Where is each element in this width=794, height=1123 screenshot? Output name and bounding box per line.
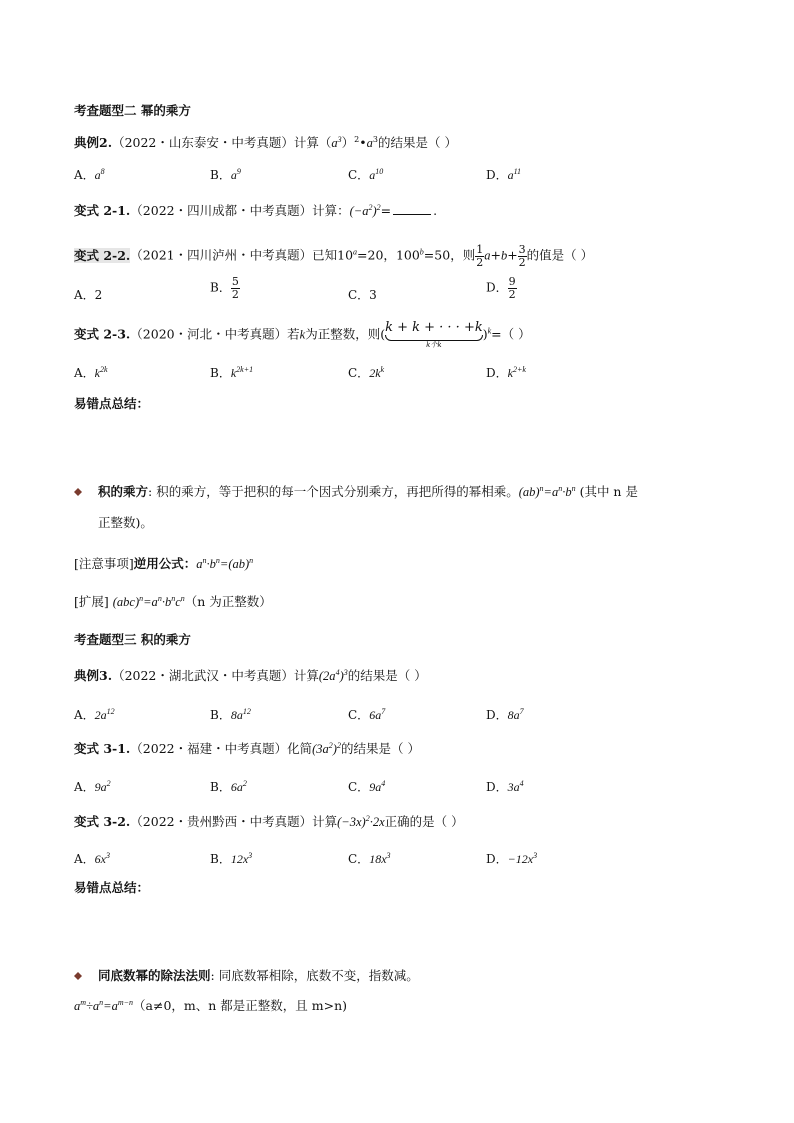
v23-option-c: C．$2k^k$ xyxy=(348,365,385,380)
product-rule-note: [注意事项]逆用公式：$a^n\cdot b^n=(ab)^n$ xyxy=(74,556,254,571)
example3-question: 典例3.（2022・湖北武汉・中考真题）计算$(2a^4)^3$的结果是（ ） xyxy=(74,668,427,683)
variant32-stem-post: 正确的是（ ） xyxy=(384,814,464,829)
ex2-option-b: B．$a^9$ xyxy=(210,167,241,182)
v23-option-d: D．$k^{2+k}$ xyxy=(486,365,526,380)
v32-option-c: C．$18x^3$ xyxy=(348,851,391,866)
ex2-option-d: D．$a^{11}$ xyxy=(486,167,522,182)
product-rule-line2: 正整数)。 xyxy=(98,515,153,530)
variant31-stem-post: 的结果是（ ） xyxy=(340,741,420,756)
example2-question: 典例2.（2022・山东泰安・中考真题）计算$(a^3)^2•a^3$的结果是（ ） xyxy=(74,135,457,150)
v22-option-c: C．3 xyxy=(348,288,377,302)
ex2-option-a: A．$a^8$ xyxy=(74,167,105,182)
note-bold: 逆用公式： xyxy=(133,556,197,571)
ex2-option-c: C．$a^{10}$ xyxy=(348,167,384,182)
v22-option-b: B． $\frac{5}{2}$ xyxy=(210,275,239,301)
product-rule-title: 积的乘方 xyxy=(98,484,149,499)
product-rule-text: : 积的乘方，等于把积的每一个因式分别乘方，再把所得的幂相乘。 xyxy=(148,484,519,499)
example2-source: （2022・山东泰安・中考真题） xyxy=(112,135,294,150)
example3-stem-post: 的结果是（ ） xyxy=(347,668,427,683)
ex3-option-b: B．$8a^{12}$ xyxy=(210,707,251,722)
variant32-source: （2022・贵州黔西・中考真题） xyxy=(130,814,313,829)
variant21-stem: 计算： xyxy=(312,203,350,218)
v32-option-b: B．$12x^3$ xyxy=(210,851,253,866)
v31-option-d: D．$3a^4$ xyxy=(486,779,524,794)
variant31-label: 变式 3-1. xyxy=(74,741,131,756)
variant23-label: 变式 2-3. xyxy=(74,326,131,342)
note-label: [注意事项] xyxy=(74,556,134,571)
underbrace-sum: k + k + · · · +k k个k xyxy=(385,320,483,349)
variant22-stem-mid: ，则 xyxy=(450,247,476,263)
variant21-label: 变式 2-1. xyxy=(74,203,131,218)
example2-stem-post: 的结果是（ ） xyxy=(377,135,457,150)
v23-option-b: B．$k^{2k+1}$ xyxy=(210,365,254,380)
variant23-stem-pre: 若 xyxy=(287,326,300,342)
v22-option-a: A．2 xyxy=(74,288,103,302)
underbrace-label: k个k xyxy=(426,340,442,349)
variant22-stem-post: 的值是（ ） xyxy=(526,247,594,263)
diamond-bullet-icon xyxy=(74,972,82,980)
division-rule-line1 xyxy=(98,968,419,983)
variant22-question: 变式 2-2.（2021・四川泸州・中考真题）已知$10^a=20$，$100^b=50$，则 $\frac{1}{2}$ a+b+ $\frac{3}{2}$ 的值是（ ） xyxy=(74,243,594,269)
product-rule-tail: (其中 n 是 xyxy=(579,484,638,499)
variant23-stem-mid: 为正整数，则( xyxy=(305,326,386,342)
v23-option-a: A．$k^{2k}$ xyxy=(74,365,108,380)
division-rule-title: 同底数幂的除法法则 xyxy=(98,968,211,983)
v32-option-a: A．$6x^3$ xyxy=(74,851,110,866)
example2-stem-pre: 计算（ xyxy=(293,135,332,150)
extension-label: [扩展] xyxy=(74,594,109,609)
variant32-question: 变式 3-2.（2022・贵州黔西・中考真题）计算$(-3x)^2\cdot 2x$正确的是（ ） xyxy=(74,814,464,829)
ex3-option-a: A．$2a^{12}$ xyxy=(74,707,115,722)
diamond-bullet-icon xyxy=(74,488,82,496)
variant23-question: 变式 2-3.（2020・河北・中考真题）若k为正整数，则( k + k + · · · +k k个k )$^k$=（ ） xyxy=(74,320,531,349)
variant23-stem-post: =（ ） xyxy=(491,326,531,342)
division-rule-formula: $a^m\div a^n=a^{m-n}(a\ne 0$，m、n 都是正整数，且 m>n) xyxy=(74,998,348,1013)
v22-option-d: D． $\frac{9}{2}$ xyxy=(486,275,516,301)
variant31-source: （2022・福建・中考真题） xyxy=(130,741,288,756)
variant22-label: 变式 2-2. xyxy=(74,247,131,263)
variant22-source: （2021・四川泸州・中考真题） xyxy=(130,247,313,263)
product-rule-extension: [扩展] $(abc)^n=a^n\cdot b^nc^n(n$ 为正整数） xyxy=(74,594,272,609)
v32-option-d: D．$-12x^3$ xyxy=(486,851,538,866)
variant31-question: 变式 3-1.（2022・福建・中考真题）化简$(3a^2)^2$的结果是（ ） xyxy=(74,741,420,756)
v31-option-a: A．$9a^2$ xyxy=(74,779,111,794)
v31-option-b: B．$6a^2$ xyxy=(210,779,247,794)
answer-blank xyxy=(393,214,431,215)
section2-title: 考查题型二 幂的乘方 xyxy=(74,103,191,118)
example3-source: （2022・湖北武汉・中考真题） xyxy=(112,668,294,683)
example2-label: 典例2. xyxy=(74,135,113,150)
variant32-stem-pre: 计算 xyxy=(312,814,338,829)
example3-label: 典例3. xyxy=(74,668,113,683)
variant21-question: 变式 2-1.（2022・四川成都・中考真题）计算：$(-a^2)^2=$ . xyxy=(74,203,438,218)
v31-option-c: C．$9a^4$ xyxy=(348,779,386,794)
variant22-stem-pre: 已知 xyxy=(312,247,338,263)
product-rule-line1: 积的乘方: 积的乘方，等于把积的每一个因式分别乘方，再把所得的幂相乘。$(ab)^n=a^n\cdot b^n$ (其中 n 是 xyxy=(98,484,638,499)
variant23-source: （2020・河北・中考真题） xyxy=(130,326,288,342)
variant21-source: （2022・四川成都・中考真题） xyxy=(130,203,313,218)
variant32-label: 变式 3-2. xyxy=(74,814,131,829)
ex3-option-d: D．$8a^7$ xyxy=(486,707,524,722)
division-rule-condition: （a≠0，m、n 都是正整数，且 m>n) xyxy=(133,998,348,1013)
section3-error-summary: 易错点总结： xyxy=(74,880,150,895)
ex3-option-c: C．$6a^7$ xyxy=(348,707,386,722)
extension-tail: （n 为正整数） xyxy=(184,594,272,609)
section3-title: 考查题型三 积的乘方 xyxy=(74,632,191,647)
division-rule-text: : 同底数幂相除，底数不变，指数减。 xyxy=(210,968,419,983)
variant31-stem-pre: 化简 xyxy=(287,741,313,756)
example3-stem-pre: 计算 xyxy=(293,668,319,683)
section2-error-summary: 易错点总结： xyxy=(74,396,150,411)
